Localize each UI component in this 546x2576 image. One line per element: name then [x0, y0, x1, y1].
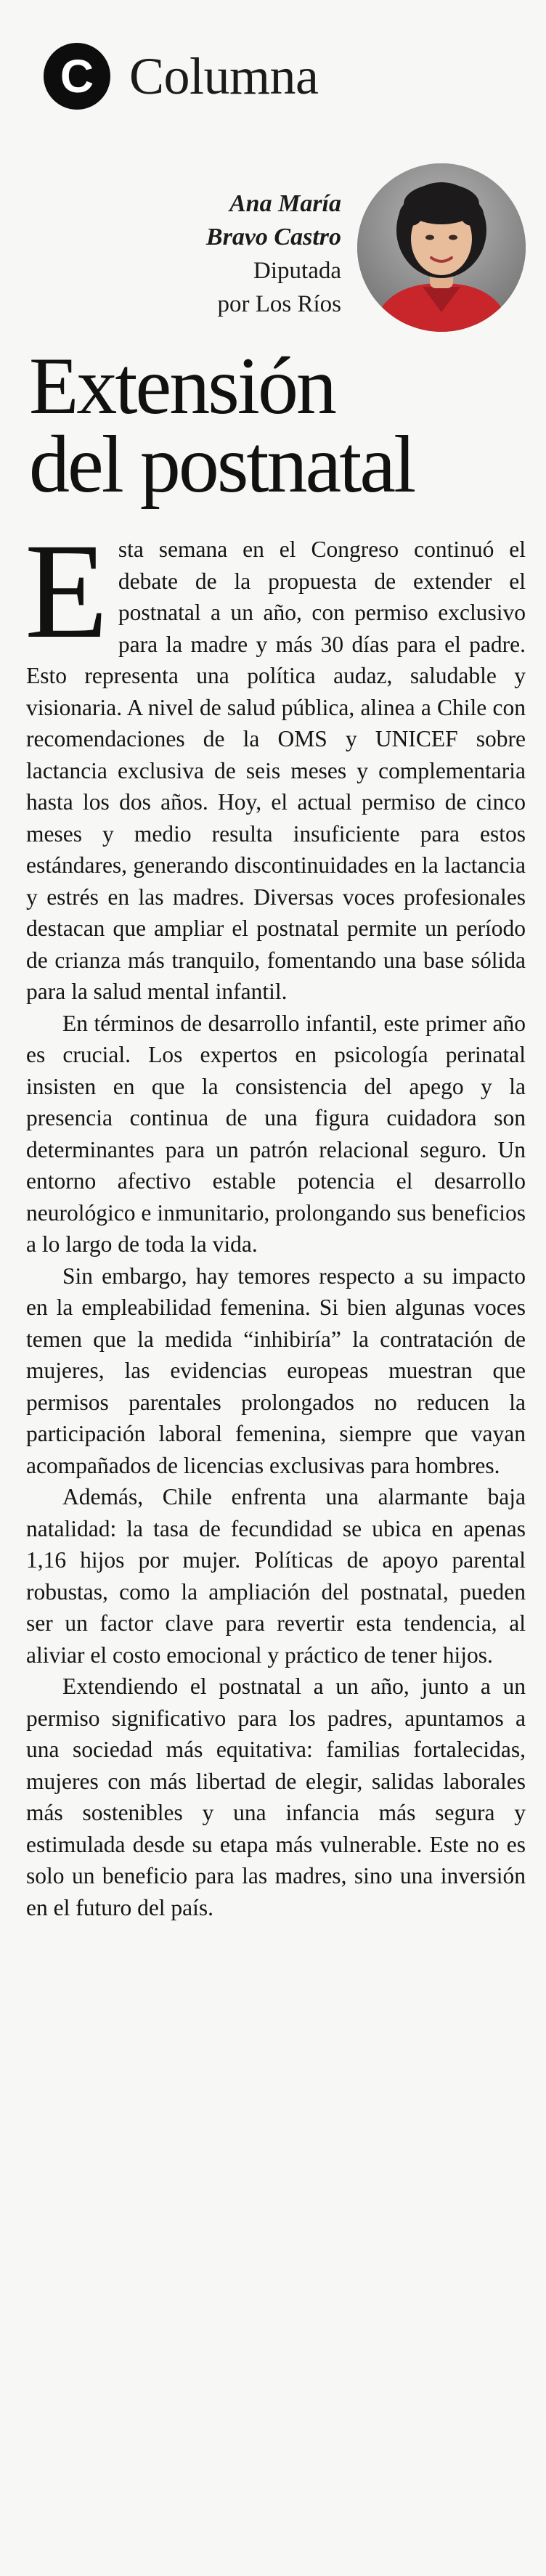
article-paragraph-4: Además, Chile enfrenta una alarmante baja natalidad: la tasa de fecundidad se ubica en apenas 1,16 hijos por mujer. Políticas de apoyo parental robustas, como la ampliación del postnatal, pueden ser un factor clave para revertir esta tendencia, al aliviar el costo emocional y práctico de tener hijos. [26, 1484, 526, 1668]
article-title-line-1: Extensión [29, 341, 335, 431]
article-paragraph-1 [25, 515, 526, 1008]
section-header [44, 40, 319, 113]
article-paragraph-5: Extendiendo el postnatal a un año, junto a un permiso significativo para los padres, apuntamos a una sociedad más equitativa: familias fortalecidas, mujeres con más libertad de elegir, salidas laborales más sostenibles y una infancia más segura y estimulada desde su etapa más vulnerable. Este no es solo un beneficio para las madres, sino una inversión en el futuro del país. [26, 1674, 526, 1920]
author-role-line-2: por Los Ríos [217, 291, 341, 317]
article-paragraph-1-text: sta semana en el Congreso continuó el debate de la propuesta de extender el postnatal a un año, con permiso exclusivo para la madre y más 30 días para el padre. Esto representa una política audaz, saludable y visionaria. A nivel de salud pública, alinea a Chile con recomendaciones de la OMS y UNICEF sobre lactancia exclusiva de seis meses y complementaria hasta los dos años. Hoy, el actual permiso de cinco meses y medio resulta insuficiente para estos estándares, generando discontinuidades en la lactancia y estrés en las madres. Diversas voces profesionales destacan que ampliar el postnatal permite un período de crianza más tranquilo, fomentando una base sólida para la salud mental infantil. [26, 537, 526, 1004]
article-paragraph-2: En términos de desarrollo infantil, este primer año es crucial. Los expertos en psicología perinatal insisten en que la consistencia del apego y la presencia continua de una figura cuidadora son determinantes para un patrón relacional seguro. Un entorno afectivo estable potencia el desarrollo neurológico e inmunitario, prolongando sus beneficios a lo largo de toda la vida. [26, 1010, 526, 1257]
article-title-line-2: del postnatal [29, 420, 415, 510]
article-title [29, 341, 530, 510]
article-paragraph-3: Sin embargo, hay temores respecto a su impacto en la empleabilidad femenina. Si bien algunas voces temen que la medida “inhibiría” la contratación de mujeres, las evidencias europeas muestran que permisos parentales prolongados no reducen la participación laboral femenina, siempre que vayan acompañados de licencias exclusivas para hombres. [26, 1263, 526, 1478]
author-role-line-1: Diputada [253, 258, 341, 284]
author-block [123, 187, 341, 321]
author-portrait [357, 163, 526, 332]
author-name-line-2: Bravo Castro [205, 224, 341, 250]
article-body [25, 515, 526, 1923]
section-name: Columna [129, 46, 319, 105]
author-name-line-1: Ana María [229, 190, 341, 217]
author-portrait-illustration [357, 163, 526, 332]
section-badge: C [44, 43, 110, 110]
drop-cap: E [25, 515, 108, 667]
